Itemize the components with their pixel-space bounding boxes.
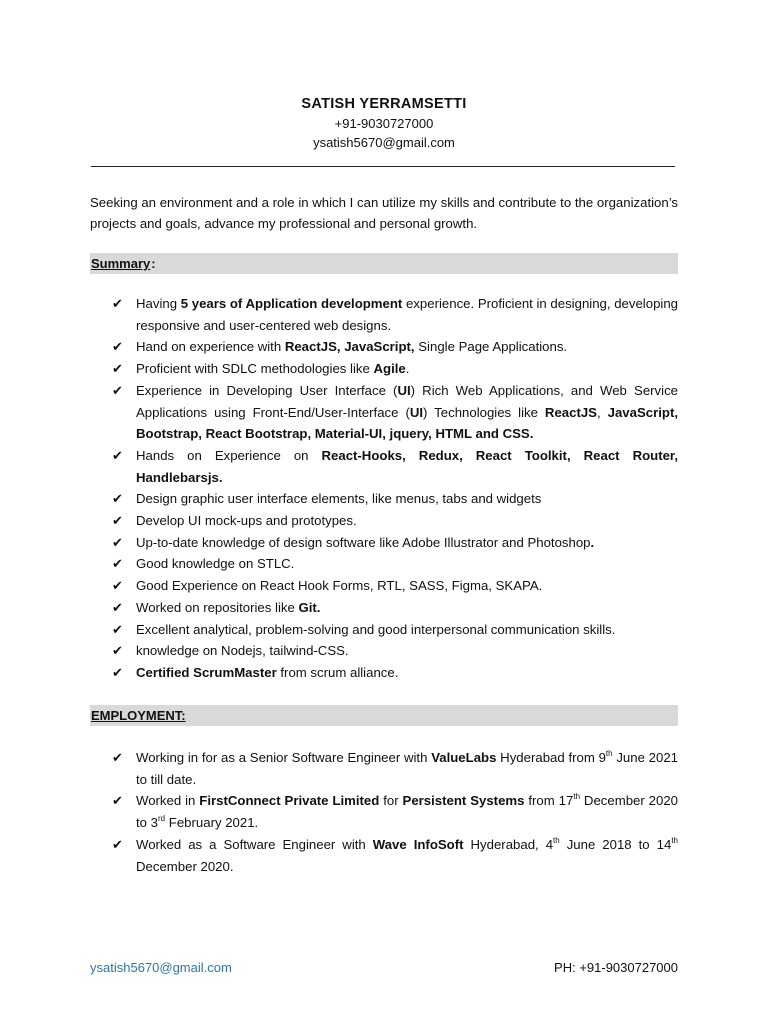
employment-item-text: December 2020 to 3 bbox=[136, 793, 679, 831]
summary-item-text: Experience in Developing User Interface ( bbox=[136, 382, 398, 398]
summary-item bbox=[112, 336, 678, 358]
summary-item bbox=[112, 597, 678, 619]
summary-item bbox=[112, 445, 678, 488]
employment-item-text: FirstConnect Private Limited bbox=[199, 793, 380, 809]
employment-item-text: th bbox=[671, 835, 678, 845]
summary-item bbox=[112, 488, 678, 510]
check-icon: ✔ bbox=[112, 643, 123, 659]
check-icon: ✔ bbox=[112, 621, 123, 637]
summary-item bbox=[112, 575, 678, 597]
footer-phone: PH: +91-9030727000 bbox=[554, 960, 678, 975]
employment-item-text: Wave InfoSoft bbox=[372, 836, 464, 852]
summary-item bbox=[112, 358, 678, 380]
employment-item-text: Persistent Systems bbox=[402, 793, 525, 809]
summary-title-colon: : bbox=[151, 256, 156, 271]
check-icon: ✔ bbox=[112, 361, 123, 377]
employment-section-header bbox=[90, 705, 678, 726]
summary-item-text: Excellent analytical, problem-solving and good interpersonal communication skills. bbox=[136, 621, 616, 637]
summary-item-text: JavaScript, Bootstrap, React Bootstrap, Material-UI, jquery, HTML and CSS. bbox=[136, 404, 679, 442]
summary-item-text: Develop UI mock-ups and prototypes. bbox=[136, 513, 357, 529]
summary-item bbox=[112, 510, 678, 532]
summary-item-text: from scrum alliance. bbox=[276, 664, 399, 680]
summary-item bbox=[112, 619, 678, 641]
employment-item-text: Worked as a Software Engineer with bbox=[136, 836, 373, 852]
summary-item-text: Design graphic user interface elements, like menus, tabs and widgets bbox=[136, 491, 542, 507]
summary-item-text: ) Rich Web Applications, and Web Service Applications using Front-End/User-Interface ( bbox=[136, 382, 679, 420]
header-email: ysatish5670@gmail.com bbox=[313, 135, 455, 150]
summary-item-text: Hand on experience with bbox=[136, 339, 285, 355]
check-icon: ✔ bbox=[112, 339, 123, 355]
summary-item bbox=[112, 662, 678, 684]
employment-item bbox=[112, 747, 678, 790]
footer-email-link[interactable]: ysatish5670@gmail.com bbox=[90, 960, 232, 975]
check-icon: ✔ bbox=[112, 578, 123, 594]
summary-item-text: , bbox=[596, 404, 608, 420]
summary-item-text: Worked on repositories like bbox=[136, 599, 299, 615]
check-icon: ✔ bbox=[112, 836, 123, 852]
employment-item bbox=[112, 790, 678, 833]
summary-item-text: Good knowledge on STLC. bbox=[136, 556, 295, 572]
summary-section-header bbox=[90, 253, 678, 274]
summary-item-text: Git. bbox=[298, 599, 321, 615]
summary-list bbox=[112, 293, 678, 684]
summary-item bbox=[112, 553, 678, 575]
summary-item-text: Agile bbox=[373, 361, 406, 377]
employment-item-text: for bbox=[379, 793, 403, 809]
summary-item-text: ) Technologies like bbox=[423, 404, 545, 420]
summary-item-text: UI bbox=[397, 382, 411, 398]
summary-item-text: React-Hooks, Redux, React Toolkit, React Router, Handlebarsjs. bbox=[136, 447, 678, 485]
check-icon: ✔ bbox=[112, 382, 123, 398]
employment-item-text: ValueLabs bbox=[431, 750, 497, 765]
summary-item-text: Hands on Experience on bbox=[136, 447, 322, 463]
employment-item-text: December 2020. bbox=[136, 858, 234, 874]
summary-item-text: knowledge on Nodejs, tailwind-CSS. bbox=[136, 643, 349, 659]
employment-item-text: Hyderabad from 9 bbox=[496, 750, 606, 765]
candidate-name: SATISH YERRAMSETTI bbox=[301, 96, 467, 112]
header-phone: +91-9030727000 bbox=[334, 116, 434, 131]
employment-title: EMPLOYMENT: bbox=[91, 708, 186, 723]
employment-item-text: June 2021 to till date. bbox=[136, 750, 679, 787]
employment-item-text: from 17 bbox=[524, 793, 574, 809]
summary-item-text: . bbox=[405, 361, 410, 377]
header-divider bbox=[91, 166, 675, 167]
employment-item-text: June 2018 to 14 bbox=[559, 836, 672, 852]
check-icon: ✔ bbox=[112, 750, 123, 765]
check-icon: ✔ bbox=[112, 556, 123, 572]
objective-paragraph: Seeking an environment and a role in which I can utilize my skills and contribute to the organization’s projects and goals, advance my professional and personal growth. bbox=[90, 195, 678, 231]
employment-item-text: th bbox=[573, 792, 581, 802]
employment-item-text: th bbox=[605, 749, 613, 758]
check-icon: ✔ bbox=[112, 599, 123, 615]
employment-item-text: th bbox=[553, 835, 560, 845]
summary-item-text: Up-to-date knowledge of design software like Adobe Illustrator and Photoshop bbox=[136, 534, 591, 550]
summary-item bbox=[112, 532, 678, 554]
summary-item bbox=[112, 640, 678, 662]
summary-item-text: Proficient with SDLC methodologies like bbox=[136, 361, 374, 377]
summary-item-text: Single Page Applications. bbox=[414, 339, 568, 355]
check-icon: ✔ bbox=[112, 491, 123, 507]
summary-item bbox=[112, 293, 678, 336]
summary-item-text: Having bbox=[136, 296, 181, 311]
summary-item bbox=[112, 380, 678, 445]
summary-item-text: experience. Proficient in designing, developing responsive and user-centered web designs. bbox=[136, 296, 679, 333]
employment-item bbox=[112, 834, 678, 877]
resume-header bbox=[0, 94, 768, 152]
employment-item-text: Hyderabad, 4 bbox=[463, 836, 554, 852]
summary-item-text: Certified ScrumMaster bbox=[136, 664, 277, 680]
employment-item-text: February 2021. bbox=[165, 815, 259, 831]
summary-item-text: ReactJS bbox=[544, 404, 597, 420]
summary-item-text: . bbox=[590, 534, 595, 550]
summary-title: Summary bbox=[91, 256, 151, 271]
summary-item-text: Good Experience on React Hook Forms, RTL, SASS, Figma, SKAPA. bbox=[136, 578, 543, 594]
check-icon: ✔ bbox=[112, 664, 123, 680]
employment-item-text: Worked in bbox=[136, 793, 200, 809]
check-icon: ✔ bbox=[112, 296, 123, 311]
check-icon: ✔ bbox=[112, 513, 123, 529]
employment-item-text: Working in for as a Senior Software Engineer with bbox=[136, 750, 432, 765]
employment-list bbox=[112, 747, 678, 877]
check-icon: ✔ bbox=[112, 793, 123, 809]
summary-item-text: UI bbox=[409, 404, 424, 420]
summary-item-text: ReactJS, JavaScript, bbox=[284, 339, 415, 355]
check-icon: ✔ bbox=[112, 447, 123, 463]
summary-item-text: 5 years of Application development bbox=[180, 296, 403, 311]
check-icon: ✔ bbox=[112, 534, 123, 550]
employment-item-text: rd bbox=[158, 814, 166, 824]
